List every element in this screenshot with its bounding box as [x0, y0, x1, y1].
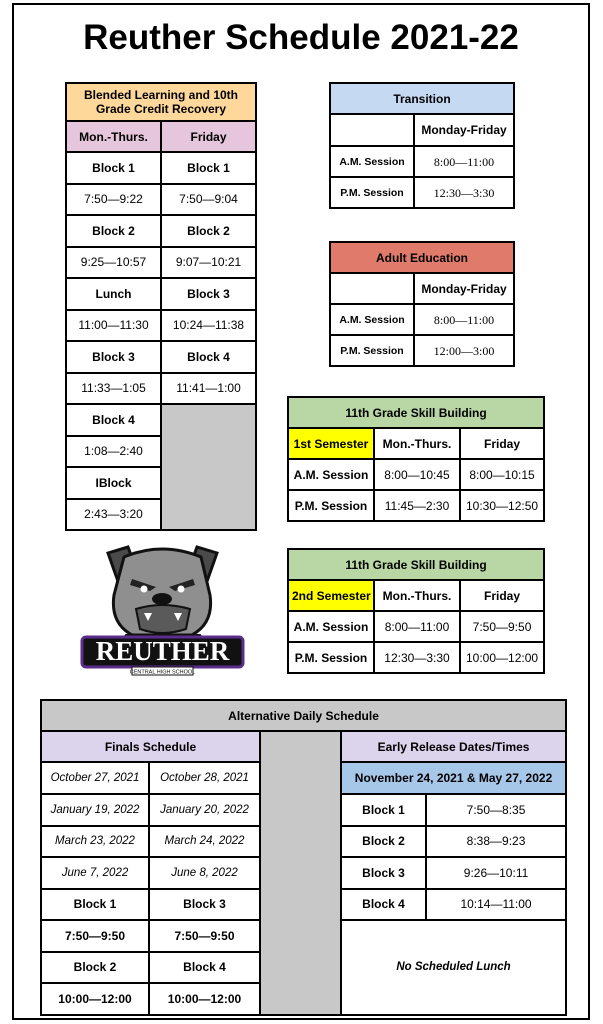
skill2-col-monthurs: Mon.-Thurs. [374, 580, 460, 611]
skill1-col-friday: Friday [460, 428, 544, 459]
table-cell: 8:00—10:45 [374, 459, 460, 490]
table-cell: March 24, 2022 [149, 826, 260, 858]
skill2-semester: 2nd Semester [288, 580, 374, 611]
table-cell: 11:33—1:05 [66, 373, 161, 405]
skill2-header: 11th Grade Skill Building [288, 549, 544, 580]
transition-table [329, 82, 515, 209]
table-cell: 8:38—9:23 [426, 826, 566, 858]
table-cell: 8:00—10:15 [460, 459, 544, 490]
table-cell: 10:00—12:00 [460, 642, 544, 673]
table-cell: 7:50—9:50 [460, 611, 544, 642]
no-lunch-note: No Scheduled Lunch [341, 920, 566, 1015]
table-cell: 10:14—11:00 [426, 889, 566, 921]
table-cell: 1:08—2:40 [66, 436, 161, 468]
alt-header: Alternative Daily Schedule [41, 700, 566, 731]
table-cell: P.M. Session [288, 642, 374, 673]
table-cell: Block 1 [66, 152, 161, 184]
table-cell: October 28, 2021 [149, 762, 260, 794]
table-cell: 12:30—3:30 [374, 642, 460, 673]
table-cell: 9:25—10:57 [66, 247, 161, 279]
blended-learning-table [65, 82, 257, 531]
table-cell: IBlock [66, 467, 161, 499]
table-cell: 11:41—1:00 [161, 373, 256, 405]
table-cell [330, 114, 414, 146]
table-cell: Block 2 [66, 215, 161, 247]
table-cell: Block 2 [41, 952, 149, 984]
table-cell: Block 2 [161, 215, 256, 247]
skill-building-1st-table [287, 396, 545, 522]
skill1-header: 11th Grade Skill Building [288, 397, 544, 428]
adult-col: Monday-Friday [414, 273, 514, 304]
table-cell: 7:50—9:50 [41, 920, 149, 952]
table-cell: Block 3 [341, 857, 426, 889]
skill2-col-friday: Friday [460, 580, 544, 611]
blended-empty-cell [161, 404, 256, 530]
skill1-col-monthurs: Mon.-Thurs. [374, 428, 460, 459]
early-release-header: Early Release Dates/Times [341, 731, 566, 762]
table-cell: A.M. Session [330, 146, 414, 177]
table-cell: January 20, 2022 [149, 794, 260, 826]
table-cell: P.M. Session [330, 177, 414, 208]
blended-header: Blended Learning and 10th Grade Credit Recovery [66, 83, 256, 121]
table-cell: Block 1 [41, 889, 149, 921]
table-cell: Block 3 [161, 278, 256, 310]
alt-divider-cell [260, 731, 341, 1015]
table-cell: 10:00—12:00 [41, 983, 149, 1015]
table-cell: 9:07—10:21 [161, 247, 256, 279]
adult-header: Adult Education [330, 242, 514, 273]
table-cell: Block 1 [161, 152, 256, 184]
table-cell: A.M. Session [288, 459, 374, 490]
page-title: Reuther Schedule 2021-22 [83, 18, 519, 57]
alternative-schedule-table [40, 699, 567, 1016]
early-release-dates: November 24, 2021 & May 27, 2022 [341, 762, 566, 794]
table-cell: 7:50—8:35 [426, 794, 566, 826]
table-cell: 10:30—12:50 [460, 490, 544, 521]
transition-col: Monday-Friday [414, 114, 514, 146]
table-cell: Block 3 [149, 889, 260, 921]
table-cell: A.M. Session [288, 611, 374, 642]
table-cell: Block 4 [149, 952, 260, 984]
finals-header: Finals Schedule [41, 731, 260, 762]
table-cell: 10:24—11:38 [161, 310, 256, 342]
table-cell: 8:00—11:00 [414, 304, 514, 335]
table-cell: A.M. Session [330, 304, 414, 335]
transition-header: Transition [330, 83, 514, 114]
table-cell: Block 4 [161, 341, 256, 373]
table-cell: 7:50—9:22 [66, 184, 161, 216]
table-cell: March 23, 2022 [41, 826, 149, 858]
blended-col-monthurs: Mon.-Thurs. [66, 121, 161, 152]
table-cell: Lunch [66, 278, 161, 310]
table-cell: P.M. Session [330, 335, 414, 366]
table-cell: 12:30—3:30 [414, 177, 514, 208]
table-cell: 7:50—9:50 [149, 920, 260, 952]
table-cell: Block 4 [66, 404, 161, 436]
table-cell: 8:00—11:00 [374, 611, 460, 642]
table-cell: 9:26—10:11 [426, 857, 566, 889]
table-cell: 8:00—11:00 [414, 146, 514, 177]
table-cell: Block 3 [66, 341, 161, 373]
table-cell: 10:00—12:00 [149, 983, 260, 1015]
table-cell: Block 1 [341, 794, 426, 826]
svg-text:CENTRAL HIGH SCHOOL: CENTRAL HIGH SCHOOL [129, 669, 196, 676]
bulldog-icon [80, 543, 245, 678]
table-cell: June 7, 2022 [41, 857, 149, 889]
skill1-semester: 1st Semester [288, 428, 374, 459]
table-cell: 2:43—3:20 [66, 499, 161, 531]
table-cell: 12:00—3:00 [414, 335, 514, 366]
table-cell: Block 2 [341, 826, 426, 858]
table-cell [330, 273, 414, 304]
blended-col-friday: Friday [161, 121, 256, 152]
table-cell: 11:45—2:30 [374, 490, 460, 521]
table-cell: P.M. Session [288, 490, 374, 521]
table-cell: 7:50—9:04 [161, 184, 256, 216]
reuther-bulldog-logo [80, 543, 245, 678]
table-cell: October 27, 2021 [41, 762, 149, 794]
table-cell: Block 4 [341, 889, 426, 921]
svg-text:REUTHER: REUTHER [95, 636, 230, 666]
table-cell: January 19, 2022 [41, 794, 149, 826]
table-cell: 11:00—11:30 [66, 310, 161, 342]
adult-education-table [329, 241, 515, 367]
skill-building-2nd-table [287, 548, 545, 674]
table-cell: June 8, 2022 [149, 857, 260, 889]
